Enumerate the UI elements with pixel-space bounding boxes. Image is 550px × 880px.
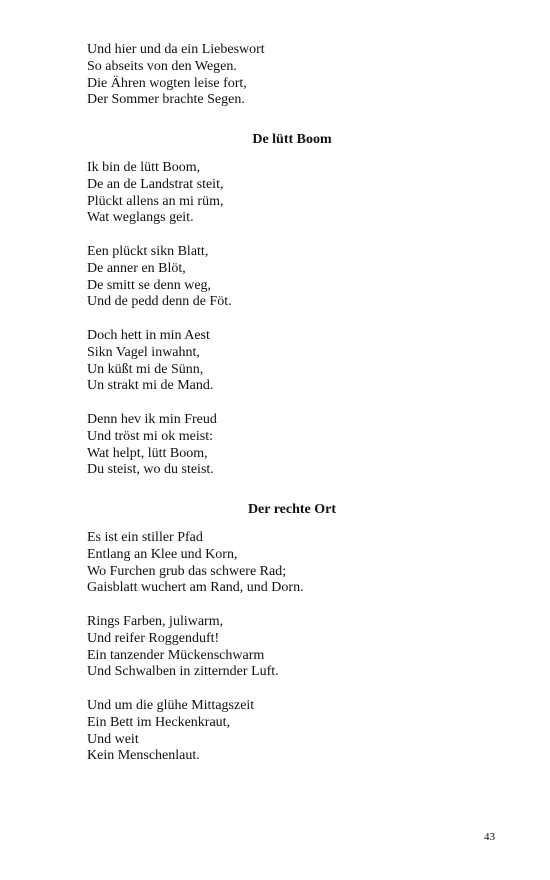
verse-line: So abseits von den Wegen. [87, 58, 237, 74]
verse-line: Und tröst mi ok meist: [87, 428, 213, 444]
verse-line: Wat weglangs geit. [87, 210, 194, 226]
verse-line: Un küßt mi de Sünn, [87, 361, 204, 377]
verse-line: Entlang an Klee und Korn, [87, 546, 238, 562]
verse-line: Kein Menschenlaut. [87, 748, 200, 764]
stanza [87, 160, 487, 227]
stanza [87, 328, 487, 395]
verse-line: Doch hett in min Aest [87, 328, 210, 343]
stanza [87, 530, 487, 597]
verse-line: Denn hev ik min Freud [87, 412, 217, 427]
stanza-intro [87, 42, 487, 109]
verse-line: De an de Landstrat steit, [87, 176, 224, 192]
verse-line: Plückt allens an mi rüm, [87, 193, 224, 209]
verse-line: Wo Furchen grub das schwere Rad; [87, 563, 287, 579]
page-number: 43 [484, 831, 495, 843]
verse-line: Die Ähren wogten leise fort, [87, 75, 247, 91]
verse-line: Du steist, wo du steist. [87, 462, 214, 478]
verse-line: De smitt se denn weg, [87, 277, 212, 293]
verse-line: Ein tanzender Mückenschwarm [87, 647, 265, 663]
stanza [87, 614, 487, 681]
verse-line: Der Sommer brachte Segen. [87, 92, 245, 108]
poem-title: Der rechte Ort [247, 502, 337, 517]
stanza [87, 412, 487, 479]
verse-line: Und um die glühe Mittagszeit [87, 698, 255, 713]
verse-line: Und weit [87, 731, 139, 747]
verse-line: Ik bin de lütt Boom, [87, 160, 201, 175]
verse-line: Und de pedd denn de Föt. [87, 294, 232, 310]
verse-line: Und reifer Roggenduft! [87, 630, 220, 646]
verse-line: Wat helpt, lütt Boom, [87, 445, 208, 461]
stanza [87, 244, 487, 311]
stanza [87, 698, 487, 765]
poem-title: De lütt Boom [252, 132, 332, 147]
verse-line: Sikn Vagel inwahnt, [87, 344, 200, 360]
verse-line: Un strakt mi de Mand. [87, 378, 214, 394]
verse-line: De anner en Blöt, [87, 260, 186, 276]
verse-line: Und Schwalben in zitternder Luft. [87, 664, 279, 680]
verse-line: Een plückt sikn Blatt, [87, 244, 209, 259]
verse-line: Rings Farben, juliwarm, [87, 614, 224, 629]
verse-line: Und hier und da ein Liebeswort [87, 42, 265, 57]
verse-line: Es ist ein stiller Pfad [87, 530, 203, 545]
verse-line: Gaisblatt wuchert am Rand, und Dorn. [87, 580, 304, 596]
verse-line: Ein Bett im Heckenkraut, [87, 714, 231, 730]
